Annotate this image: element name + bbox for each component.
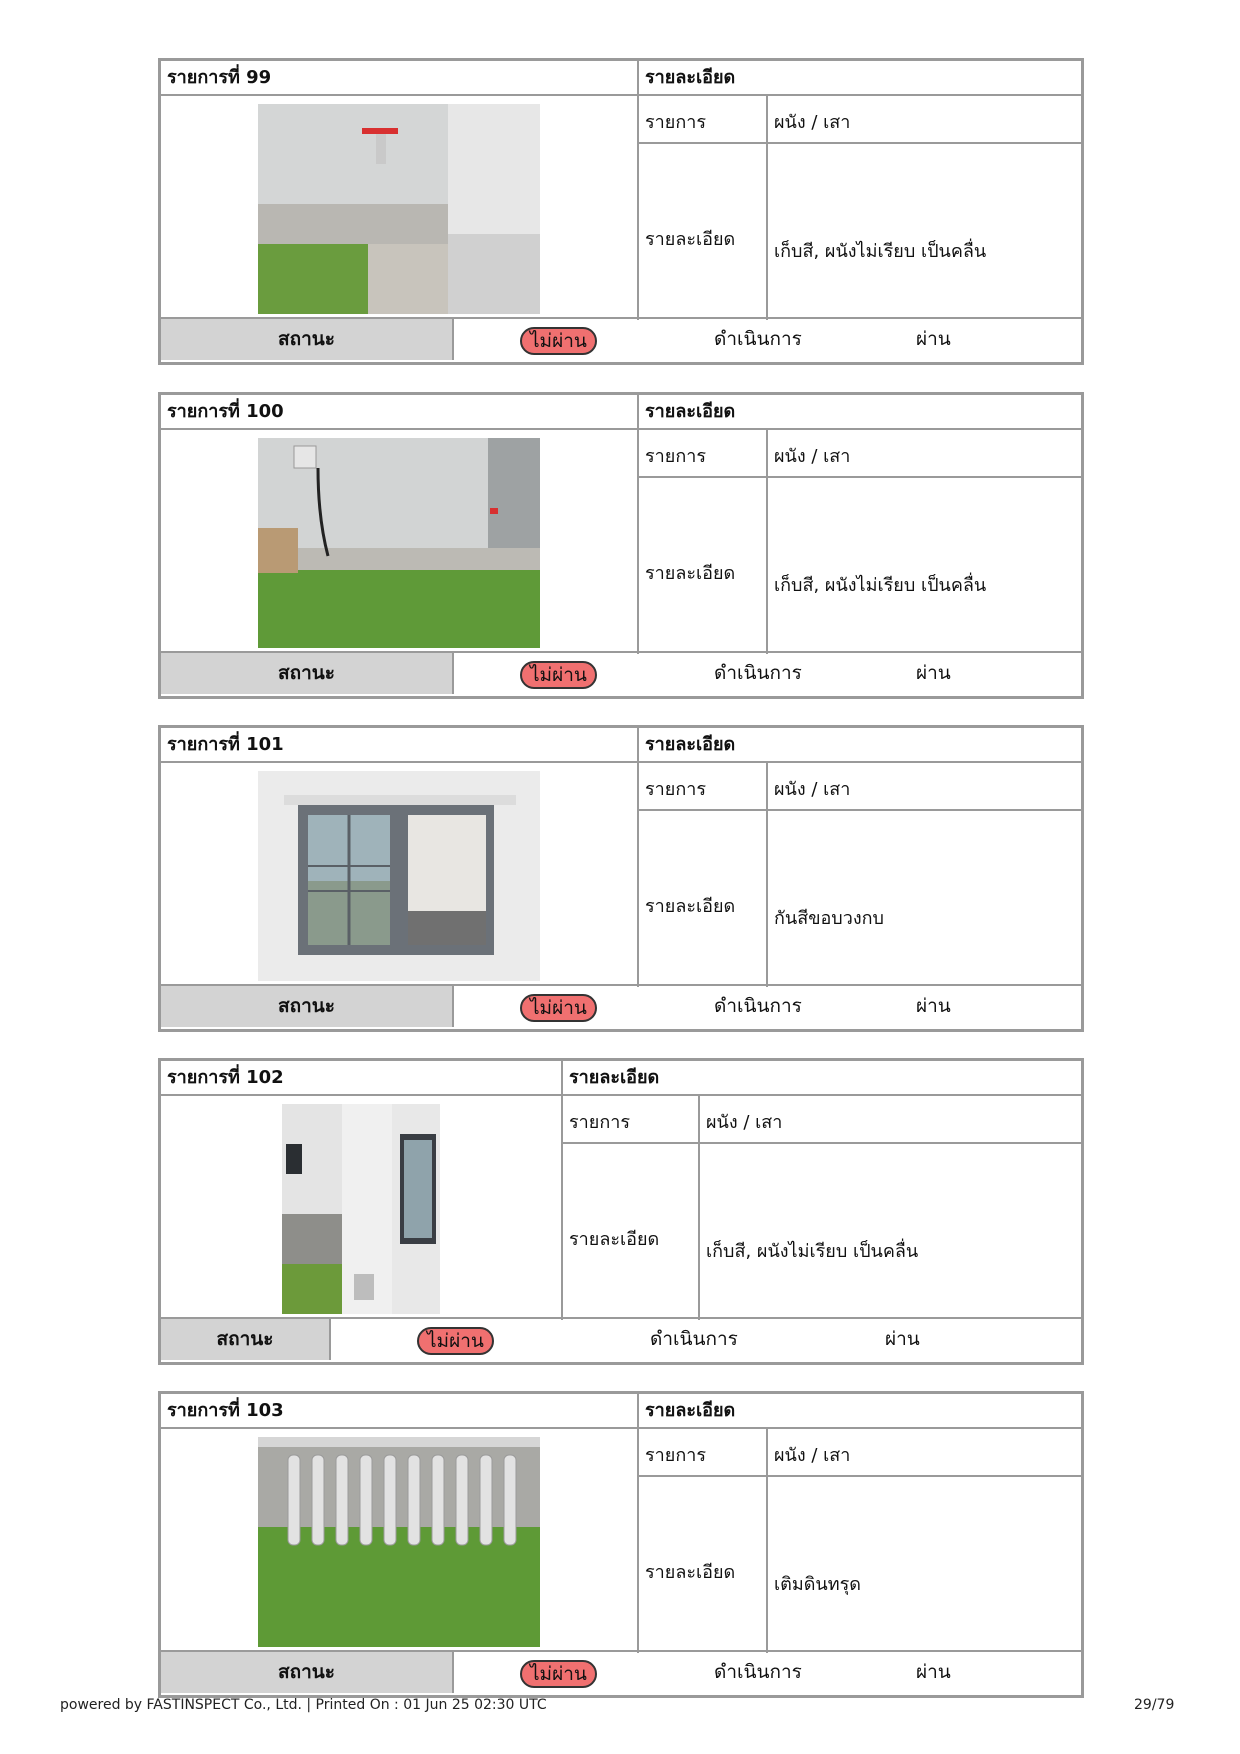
item-title: รายการที่ 100 — [167, 401, 284, 422]
detail-label: รายละเอียด — [569, 1229, 660, 1250]
status-pass[interactable]: ผ่าน — [916, 995, 951, 1017]
item-title: รายการที่ 102 — [167, 1067, 284, 1088]
details-header: รายละเอียด — [645, 734, 736, 755]
detail-label: รายละเอียด — [645, 229, 736, 250]
item-label: รายการ — [645, 779, 706, 800]
status-row — [161, 1317, 1081, 1362]
status-pass[interactable]: ผ่าน — [916, 328, 951, 350]
item-label: รายการ — [645, 1445, 706, 1466]
item-title: รายการที่ 99 — [167, 67, 272, 88]
status-label: สถานะ — [161, 653, 454, 694]
status-fail-badge[interactable]: ไม่ผ่าน — [520, 327, 597, 355]
status-label: สถานะ — [161, 986, 454, 1027]
pipes-on-grass-photo[interactable] — [258, 1437, 540, 1647]
status-row — [161, 317, 1081, 362]
detail-value: กันสีขอบวงกบ — [774, 908, 884, 929]
status-pass[interactable]: ผ่าน — [916, 1661, 951, 1683]
item-title: รายการที่ 103 — [167, 1400, 284, 1421]
detail-label: รายละเอียด — [645, 563, 736, 584]
item-value: ผนัง / เสา — [774, 1445, 851, 1466]
page-number: 29/79 — [1134, 1697, 1175, 1713]
status-pass[interactable]: ผ่าน — [916, 662, 951, 684]
status-row — [161, 984, 1081, 1029]
status-row — [161, 1650, 1081, 1695]
inspection-card-102 — [158, 1058, 1084, 1365]
status-fail-badge[interactable]: ไม่ผ่าน — [520, 1660, 597, 1688]
detail-value: เก็บสี, ผนังไม่เรียบ เป็นคลื่น — [774, 575, 987, 596]
status-in-progress[interactable]: ดำเนินการ — [650, 1328, 738, 1350]
status-in-progress[interactable]: ดำเนินการ — [714, 662, 802, 684]
item-value: ผนัง / เสา — [706, 1112, 783, 1133]
inspection-card-99 — [158, 58, 1084, 365]
detail-label: รายละเอียด — [645, 896, 736, 917]
item-label: รายการ — [569, 1112, 630, 1133]
item-value: ผนัง / เสา — [774, 779, 851, 800]
tap-on-wall-photo[interactable] — [258, 104, 540, 314]
card-header — [161, 1394, 1081, 1429]
status-pass[interactable]: ผ่าน — [885, 1328, 920, 1350]
item-title: รายการที่ 101 — [167, 734, 284, 755]
status-fail-badge[interactable]: ไม่ผ่าน — [520, 661, 597, 689]
inspection-card-100 — [158, 392, 1084, 699]
side-wall-portrait-photo[interactable] — [282, 1104, 440, 1314]
status-label: สถานะ — [161, 1652, 454, 1693]
item-value: ผนัง / เสา — [774, 112, 851, 133]
status-in-progress[interactable]: ดำเนินการ — [714, 995, 802, 1017]
card-header — [161, 61, 1081, 96]
status-label: สถานะ — [161, 319, 454, 360]
status-in-progress[interactable]: ดำเนินการ — [714, 1661, 802, 1683]
detail-value: เก็บสี, ผนังไม่เรียบ เป็นคลื่น — [706, 1241, 919, 1262]
card-header — [161, 1061, 1081, 1096]
details-header: รายละเอียด — [645, 401, 736, 422]
item-label: รายการ — [645, 446, 706, 467]
item-row — [563, 1096, 1081, 1144]
status-fail-badge[interactable]: ไม่ผ่าน — [417, 1327, 494, 1355]
status-row — [161, 651, 1081, 696]
detail-value: เติมดินทรุด — [774, 1574, 861, 1595]
detail-label: รายละเอียด — [645, 1562, 736, 1583]
window-frame-photo[interactable] — [258, 771, 540, 981]
item-value: ผนัง / เสา — [774, 446, 851, 467]
status-in-progress[interactable]: ดำเนินการ — [714, 328, 802, 350]
detail-value: เก็บสี, ผนังไม่เรียบ เป็นคลื่น — [774, 241, 987, 262]
inspection-card-103 — [158, 1391, 1084, 1698]
card-header — [161, 728, 1081, 763]
details-header: รายละเอียด — [645, 67, 736, 88]
details-header: รายละเอียด — [645, 1400, 736, 1421]
item-label: รายการ — [645, 112, 706, 133]
inspection-card-101 — [158, 725, 1084, 1032]
details-header: รายละเอียด — [569, 1067, 660, 1088]
status-fail-badge[interactable]: ไม่ผ่าน — [520, 994, 597, 1022]
card-header — [161, 395, 1081, 430]
wall-with-meter-photo[interactable] — [258, 438, 540, 648]
footer-credit: powered by FASTINSPECT Co., Ltd. | Printed On : 01 Jun 25 02:30 UTC — [60, 1697, 547, 1713]
status-label: สถานะ — [161, 1319, 331, 1360]
